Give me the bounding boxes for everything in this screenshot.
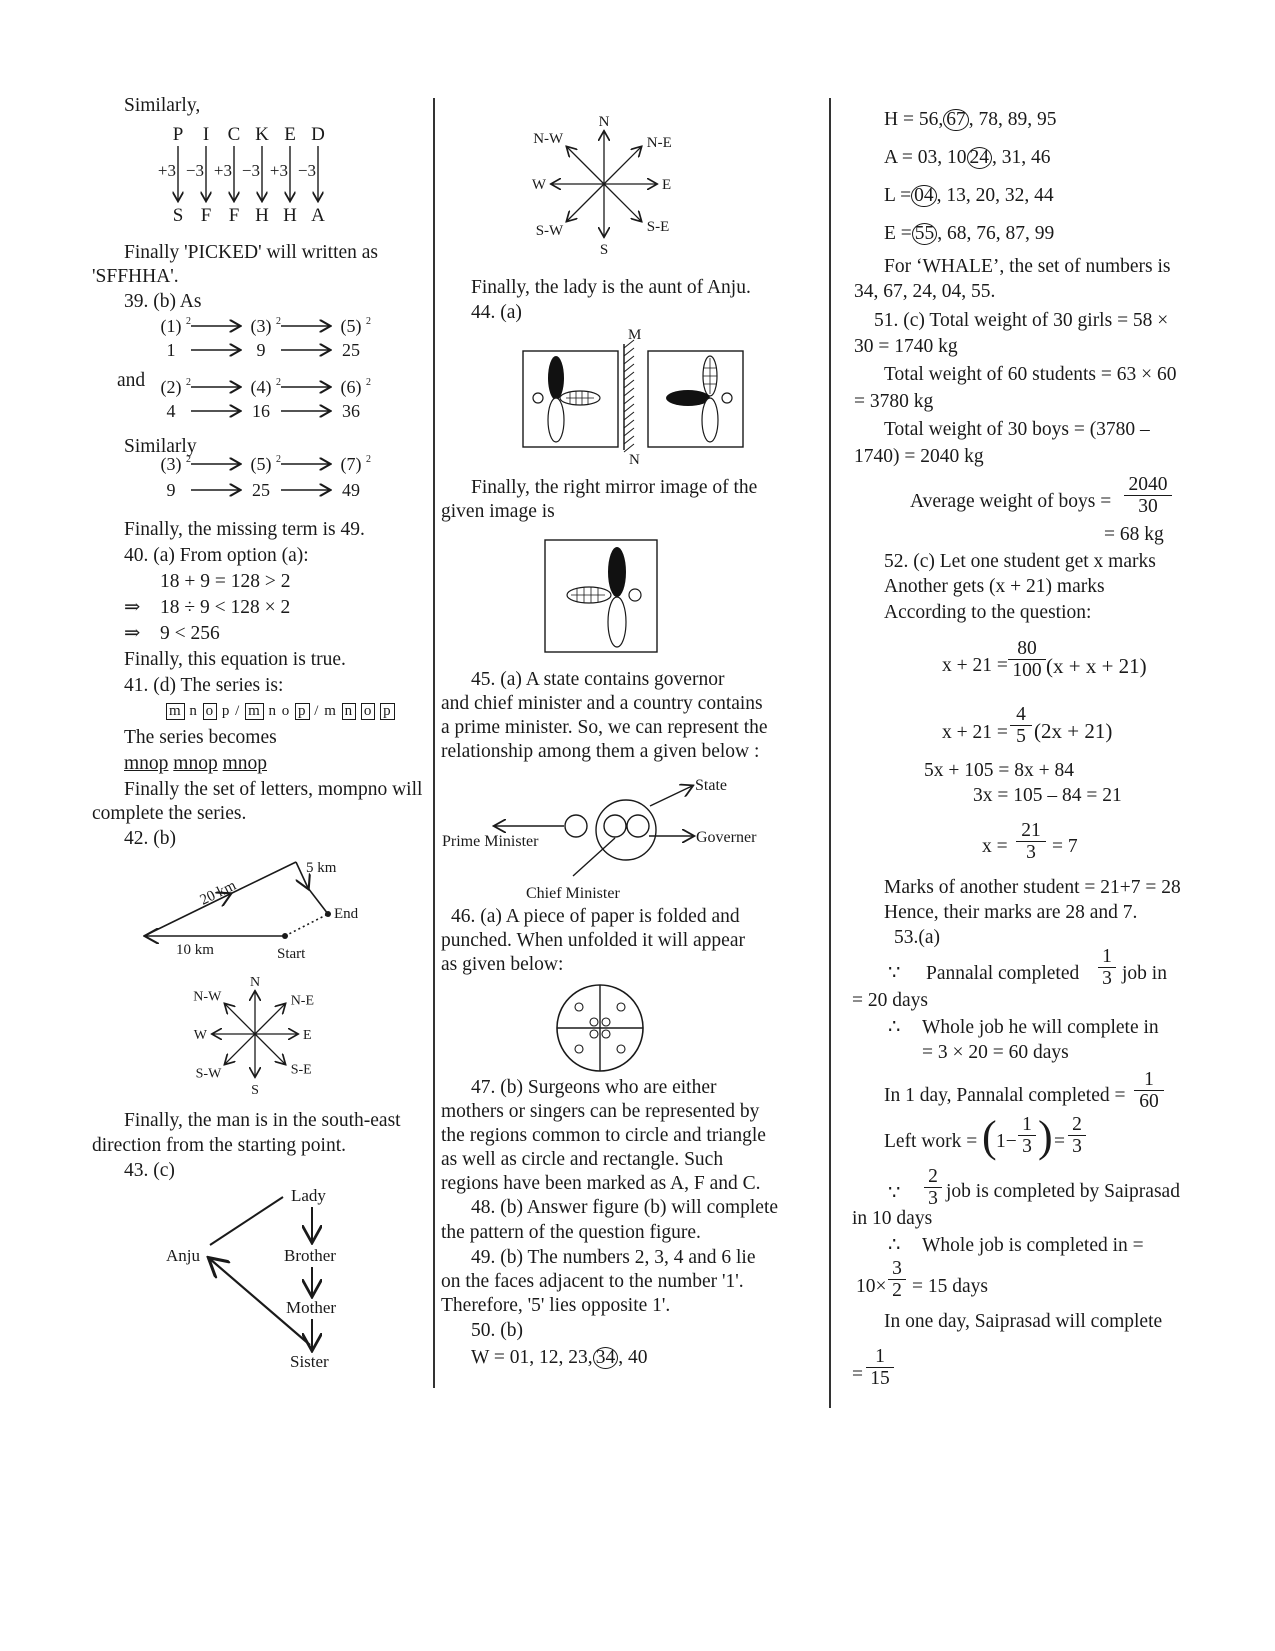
series-term: (5) [340, 316, 362, 336]
series-term: (3) [250, 316, 272, 336]
column-divider-2 [829, 98, 831, 1408]
q45-venn-diagram [440, 770, 770, 910]
series-term: (7) [340, 454, 362, 474]
q53-fraction6 [888, 1258, 906, 1302]
coded-letter: F [228, 205, 240, 226]
h-circled: 67 [943, 109, 969, 131]
series-letter: o [203, 703, 218, 720]
q41-series [166, 703, 395, 720]
series-term: (3) [160, 454, 182, 474]
series-term: 1 [166, 340, 176, 360]
q46-punched-paper [553, 984, 653, 1074]
q53-ten: 10× [856, 1276, 887, 1297]
lady-anju-line [210, 1197, 283, 1245]
series-letter: p [295, 703, 310, 720]
q47-line2: mothers or singers can be represented by [441, 1101, 760, 1122]
series-term: (1) [160, 316, 182, 336]
compass-arm [225, 1004, 255, 1034]
q51-fraction [1124, 474, 1172, 518]
column-divider-1 [433, 98, 435, 1388]
series-exponent: 2 [276, 454, 281, 465]
label-prime-minister: Prime Minister [442, 833, 539, 850]
q40-heading: 40. (a) From option (a): [124, 545, 309, 566]
mirror-label-m: M [628, 327, 642, 343]
q45-line2: and chief minister and a country contains [441, 693, 763, 714]
punch-hole [575, 1003, 583, 1011]
marks-line1: Marks of another student = 21+7 = 28 [884, 877, 1181, 898]
q53-f6-numerator: 3 [888, 1258, 906, 1280]
l-prefix: L = [884, 185, 912, 206]
picked-letter: C [227, 124, 241, 145]
compass-arm [604, 147, 641, 184]
mirror-hatching [624, 340, 634, 452]
q53-f5-denominator: 3 [928, 1188, 938, 1210]
q53-line6: job is completed by Saiprasad [946, 1181, 1180, 1202]
picked-final-line2: 'SFFHHA'. [92, 266, 179, 287]
q49-line1: 49. (b) The numbers 2, 3, 4 and 6 lie [471, 1247, 756, 1268]
q43-family-diagram [160, 1185, 380, 1375]
compass-label: S-E [646, 218, 670, 235]
label-lady: Lady [291, 1186, 326, 1205]
q53-f1-denominator: 3 [1102, 968, 1112, 990]
label-start: Start [277, 946, 306, 962]
q51-numerator: 2040 [1124, 474, 1172, 496]
q53-f2-numerator: 1 [1134, 1069, 1164, 1091]
a-prefix: A = 03, 10 [884, 147, 967, 168]
path-20km-rest [230, 862, 296, 894]
series-term: (6) [340, 377, 362, 397]
q52-line2: Another gets (x + 21) marks [884, 576, 1105, 597]
q53-heading: 53.(a) [894, 927, 941, 948]
q45-line4: relationship among them a given below : [441, 741, 760, 762]
coded-letter: H [255, 205, 269, 226]
eq5-fraction [1016, 820, 1046, 864]
eq1-rhs: (x + x + 21) [1046, 654, 1147, 678]
punch-hole [617, 1045, 625, 1053]
series-term: (2) [160, 377, 182, 397]
q44-heading: 44. (a) [471, 302, 522, 323]
q44-answer-figure [543, 538, 663, 658]
state-arrow [650, 786, 692, 806]
q40-arrow-2: ⇒ [124, 623, 141, 644]
eq4: 3x = 105 – 84 = 21 [973, 785, 1122, 806]
compass-label: N [598, 114, 610, 130]
q53-fraction7 [866, 1346, 894, 1390]
white-petal [548, 398, 564, 442]
h-series [884, 109, 1056, 131]
q44-final-line2: given image is [441, 501, 555, 522]
series-letter: n [189, 703, 198, 719]
q48-line2: the pattern of the question figure. [441, 1222, 701, 1243]
q52-line1: 52. (c) Let one student get x marks [884, 551, 1156, 572]
series-term: 25 [252, 480, 270, 500]
whale-line1: For ‘WHALE’, the set of numbers is [884, 256, 1171, 277]
label-state: State [695, 777, 727, 794]
q53-fraction4 [1068, 1114, 1086, 1158]
series-letter: p [380, 703, 395, 720]
q41-heading: 41. (d) The series is: [124, 675, 284, 696]
prime-minister-circle [565, 815, 587, 837]
aunt-text: Finally, the lady is the aunt of Anju. [471, 277, 751, 298]
q39-and: and [117, 370, 146, 391]
picked-op: +3 [213, 161, 232, 180]
compass-label: S-W [195, 1066, 222, 1082]
q53-line9: = 15 days [912, 1276, 988, 1297]
compass-arm [255, 1034, 285, 1064]
eq3: 5x + 105 = 8x + 84 [924, 760, 1074, 781]
picked-op: −3 [241, 161, 260, 180]
label-brother: Brother [284, 1246, 336, 1265]
white-petal-2 [702, 398, 718, 442]
q40-arrow-1: ⇒ [124, 597, 141, 618]
q42-final-line2: direction from the starting point. [92, 1135, 346, 1156]
eq5-numerator: 21 [1016, 820, 1046, 842]
eq5-lhs: x = [982, 836, 1008, 857]
w-series [471, 1347, 647, 1369]
compass-arm [255, 1004, 285, 1034]
because-symbol-1: ∵ [888, 963, 901, 984]
q39-similarly: Similarly [124, 436, 197, 457]
eq1-fraction [1008, 638, 1046, 682]
label-anju: Anju [166, 1246, 200, 1265]
end-point [325, 911, 331, 917]
series-term: 25 [342, 340, 360, 360]
series-exponent: 2 [366, 454, 371, 465]
l-circled: 04 [911, 185, 937, 207]
series-exponent: 2 [276, 377, 281, 388]
compass-arm [567, 147, 604, 184]
picked-letter: D [311, 124, 325, 145]
picked-letter: I [202, 124, 210, 145]
q51-result: = 68 kg [1104, 524, 1164, 545]
small-circle-3 [629, 589, 641, 601]
q53-f7-numerator: 1 [866, 1346, 894, 1368]
small-circle [533, 393, 543, 403]
q42-final-line1: Finally, the man is in the south-east [124, 1110, 401, 1131]
paren-open: ( [982, 1112, 997, 1161]
white-petal-3 [608, 597, 626, 647]
q51-line3: Total weight of 60 students = 63 × 60 [884, 364, 1177, 385]
path-5km-rest [308, 888, 328, 914]
q41-becomes: The series becomes [124, 727, 277, 748]
q53-one-minus: 1− [996, 1131, 1017, 1152]
series-term: 36 [342, 401, 360, 421]
eq5-denominator: 3 [1026, 842, 1036, 864]
small-circle-2 [722, 393, 732, 403]
q51-line6: 1740) = 2040 kg [854, 446, 984, 467]
compass-label: W [531, 177, 546, 193]
eq1-denominator: 100 [1012, 660, 1042, 682]
q47-line1: 47. (b) Surgeons who are either [471, 1077, 717, 1098]
mirror-label-n: N [629, 452, 640, 468]
q40-final: Finally, this equation is true. [124, 649, 346, 670]
h-suffix: , 78, 89, 95 [968, 109, 1057, 130]
series-exponent: 2 [366, 316, 371, 327]
compass-arm [604, 184, 641, 221]
eq2-rhs: (2x + 21) [1034, 719, 1113, 743]
q53-f5-numerator: 2 [924, 1166, 942, 1188]
similarly-text: Similarly, [124, 95, 201, 116]
black-petal [548, 356, 564, 400]
q53-fraction3 [1018, 1114, 1036, 1158]
label-10km: 10 km [176, 942, 214, 958]
eq5-rhs: = 7 [1052, 836, 1078, 857]
compass-arm [567, 184, 604, 221]
h-prefix: H = 56, [884, 109, 944, 130]
series-letter: / [235, 703, 241, 719]
q43-heading: 43. (c) [124, 1160, 175, 1181]
q46-line1: 46. (a) A piece of paper is folded and [451, 906, 740, 927]
q53-line10: In one day, Saiprasad will complete [884, 1311, 1163, 1332]
eq2-lhs: x + 21 = [942, 722, 1008, 743]
therefore-symbol-2: ∴ [888, 1235, 901, 1256]
series-term: 9 [256, 340, 266, 360]
q53-f6-denominator: 2 [892, 1280, 902, 1302]
picked-op: +3 [157, 161, 176, 180]
q48-line1: 48. (b) Answer figure (b) will complete [471, 1197, 779, 1218]
q47-line5: regions have been marked as A, F and C. [441, 1173, 761, 1194]
compass-label: N-E [646, 135, 672, 152]
q40-line2: 18 ÷ 9 < 128 × 2 [160, 597, 291, 618]
q53-line5: In 1 day, Pannalal completed = [884, 1085, 1126, 1106]
picked-op: −3 [297, 161, 316, 180]
series-exponent: 2 [276, 316, 281, 327]
compass-label: N [249, 975, 261, 990]
compass-label: S-E [290, 1062, 312, 1078]
q42-heading: 42. (b) [124, 828, 176, 849]
compass-label: N-W [193, 989, 222, 1005]
label-5km: 5 km [306, 860, 337, 876]
series-exponent: 2 [186, 454, 191, 465]
picked-final-line1: Finally 'PICKED' will written as [124, 242, 379, 263]
series-letter: n [342, 703, 357, 720]
compass-label: N-E [290, 993, 315, 1009]
q53-f2-denominator: 60 [1139, 1091, 1159, 1113]
q39-heading: 39. (b) As [124, 291, 202, 312]
series-letter: o [281, 703, 291, 719]
picked-op: −3 [185, 161, 204, 180]
label-end: End [334, 906, 359, 922]
w-series-suffix: , 40 [618, 1347, 648, 1368]
q39-series-diagram [115, 316, 395, 520]
series-exponent: 2 [366, 377, 371, 388]
q52-line3: According to the question: [884, 602, 1092, 623]
black-petal-2 [666, 390, 710, 406]
compass-label: W [193, 1028, 207, 1043]
q53-line1a: Pannalal completed [926, 963, 1080, 984]
series-word: mnop [124, 753, 169, 774]
paren-close: ) [1038, 1112, 1053, 1161]
coded-letter: H [283, 205, 297, 226]
series-term: (4) [250, 377, 272, 397]
governor-circle [604, 815, 626, 837]
series-letter: m [166, 703, 185, 720]
q53-fraction2 [1134, 1069, 1164, 1113]
series-term: 4 [166, 401, 176, 421]
compass-arm [225, 1034, 255, 1064]
series-letter: p [221, 703, 231, 719]
q51-line4: = 3780 kg [854, 391, 934, 412]
q53-f4-numerator: 2 [1068, 1114, 1086, 1136]
q53-line2: = 20 days [852, 990, 928, 1011]
e-prefix: E = [884, 223, 912, 244]
q53-fraction1 [1098, 946, 1116, 990]
coded-letter: F [200, 205, 212, 226]
q41-final-line1: Finally the set of letters, mompno will [124, 779, 423, 800]
chief-minister-circle [627, 815, 649, 837]
series-letter: o [361, 703, 376, 720]
q44-mirror-figure [520, 326, 770, 466]
w-circled: 34 [593, 1347, 619, 1369]
q53-equals: = [1054, 1131, 1065, 1152]
a-suffix: , 31, 46 [992, 147, 1051, 168]
because-symbol-2: ∵ [888, 1183, 901, 1204]
compass-label: E [662, 177, 672, 193]
series-term: 9 [166, 480, 176, 500]
eq1-numerator: 80 [1008, 638, 1046, 660]
a-circled: 24 [967, 147, 993, 169]
q47-line3: the regions common to circle and triangle [441, 1125, 766, 1146]
q51-denominator: 30 [1138, 496, 1158, 518]
series-letter: m [245, 703, 264, 720]
picked-code-diagram [150, 124, 350, 234]
series-term: (5) [250, 454, 272, 474]
q53-f1-numerator: 1 [1098, 946, 1116, 968]
punch-hole [575, 1045, 583, 1053]
punch-hole [617, 1003, 625, 1011]
q39-final: Finally, the missing term is 49. [124, 519, 365, 540]
picked-letter: E [284, 124, 296, 145]
eq1-lhs: x + 21 = [942, 655, 1008, 676]
picked-letter: P [172, 124, 184, 145]
punch-hole [602, 1018, 610, 1026]
marks-line2: Hence, their marks are 28 and 7. [884, 902, 1138, 923]
label-sister: Sister [290, 1352, 329, 1371]
compass-label: S-W [535, 222, 564, 239]
q53-line3: Whole job he will complete in [922, 1017, 1159, 1038]
series-exponent: 2 [186, 377, 191, 388]
eq2-numerator: 4 [1010, 704, 1032, 726]
compass-label: S [599, 242, 609, 258]
coded-letter: S [172, 205, 184, 226]
label-20km: 20 km [197, 877, 239, 909]
compass-label: S [251, 1083, 259, 1098]
q49-line3: Therefore, '5' lies opposite 1'. [441, 1295, 671, 1316]
l-suffix: , 13, 20, 32, 44 [936, 185, 1054, 206]
punch-hole [590, 1018, 598, 1026]
e-series [884, 223, 1054, 245]
q53-line8: Whole job is completed in = [922, 1235, 1144, 1256]
path-displacement [285, 914, 328, 936]
q53-f4-denominator: 3 [1072, 1136, 1082, 1158]
punch-hole [602, 1030, 610, 1038]
series-term: 49 [342, 480, 360, 500]
coded-letter: A [311, 205, 325, 226]
punch-hole [590, 1030, 598, 1038]
label-chief-minister: Chief Minister [526, 885, 620, 902]
picked-letter: K [255, 124, 269, 145]
black-petal-3 [608, 547, 626, 597]
e-circled: 55 [912, 223, 938, 245]
q44-final-line1: Finally, the right mirror image of the [471, 477, 758, 498]
compass-label: E [303, 1028, 312, 1043]
e-suffix: , 68, 76, 87, 99 [937, 223, 1055, 244]
series-word: mnop [173, 753, 218, 774]
a-series [884, 147, 1051, 169]
whale-line2: 34, 67, 24, 04, 55. [854, 281, 996, 302]
series-exponent: 2 [186, 316, 191, 327]
q46-line2: punched. When unfolded it will appear [441, 930, 745, 951]
l-series [884, 185, 1054, 207]
q53-line4: = 3 × 20 = 60 days [922, 1042, 1069, 1063]
q53-f3-denominator: 3 [1022, 1136, 1032, 1158]
q41-final-line2: complete the series. [92, 803, 247, 824]
q53-f7-denominator: 15 [870, 1368, 890, 1390]
series-term: 16 [252, 401, 270, 421]
q47-line4: as well as circle and rectangle. Such [441, 1149, 724, 1170]
q49-line2: on the faces adjacent to the number '1'. [441, 1271, 744, 1292]
eq2-fraction [1010, 704, 1032, 748]
q46-line3: as given below: [441, 954, 564, 975]
q53-f3-numerator: 1 [1018, 1114, 1036, 1136]
series-letter: n [268, 703, 278, 719]
q40-line3: 9 < 256 [160, 623, 220, 644]
series-letter: / [314, 703, 320, 719]
q45-line3: a prime minister. So, we can represent the [441, 717, 768, 738]
q51-line5: Total weight of 30 boys = (3780 – [884, 419, 1150, 440]
label-mother: Mother [286, 1298, 337, 1317]
q45-line1: 45. (a) A state contains governor [471, 669, 725, 690]
start-point [282, 933, 288, 939]
series-word: mnop [222, 753, 268, 774]
q53-left-work: Left work = [884, 1131, 978, 1152]
w-series-prefix: W = 01, 12, 23, [471, 1347, 593, 1368]
q53-line11: = [852, 1364, 863, 1385]
q51-line1: 51. (c) Total weight of 30 girls = 58 × [874, 310, 1169, 331]
q51-line2: 30 = 1740 kg [854, 336, 958, 357]
q53-line7: in 10 days [852, 1208, 933, 1229]
label-governer: Governer [696, 829, 757, 846]
cm-arrow [573, 838, 615, 876]
q40-line1: 18 + 9 = 128 > 2 [160, 571, 291, 592]
series-letter: m [324, 703, 337, 719]
eq2-denominator: 5 [1016, 726, 1026, 748]
q53-fraction5 [924, 1166, 942, 1210]
q41-words [124, 753, 267, 775]
q42-path-diagram [140, 850, 380, 960]
q51-average-label: Average weight of boys = [910, 491, 1112, 512]
picked-op: +3 [269, 161, 288, 180]
q53-line1b: job in [1122, 963, 1167, 984]
compass-label: N-W [533, 131, 564, 148]
therefore-symbol-1: ∴ [888, 1017, 901, 1038]
q50-heading: 50. (b) [471, 1320, 523, 1341]
